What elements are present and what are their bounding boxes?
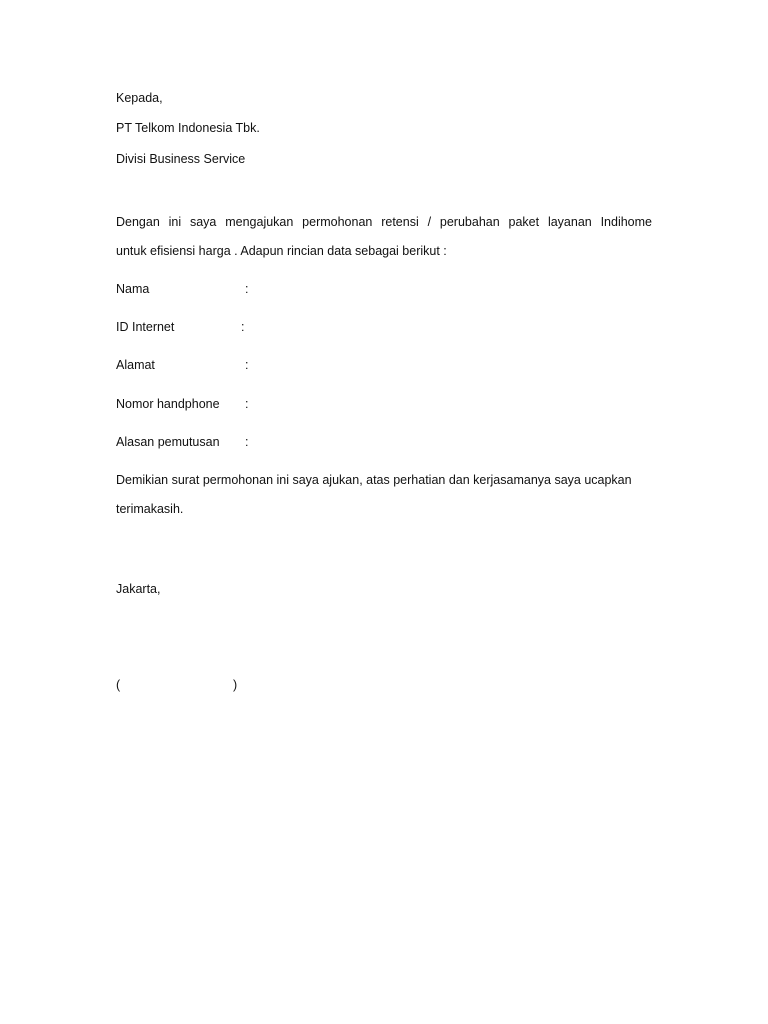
field-row-alasan-pemutusan (116, 434, 416, 450)
field-label: ID Internet (116, 320, 175, 334)
intro-paragraph-line-2: untuk efisiensi harga . Adapun rincian data sebagai berikut : (116, 244, 447, 258)
signature-open-paren: ( (116, 678, 121, 692)
salutation: Kepada, (116, 91, 163, 105)
field-label: Nomor handphone (116, 397, 220, 411)
field-colon: : (245, 435, 249, 449)
recipient-company: PT Telkom Indonesia Tbk. (116, 121, 260, 135)
closing-paragraph-line-2: terimakasih. (116, 502, 184, 516)
field-label: Alamat (116, 358, 155, 372)
field-colon: : (245, 397, 249, 411)
closing-paragraph-line-1: Demikian surat permohonan ini saya ajukan, atas perhatian dan kerjasamanya saya ucapkan (116, 473, 632, 487)
signature-close-paren: ) (233, 678, 238, 692)
recipient-division: Divisi Business Service (116, 152, 246, 166)
field-row-alamat (116, 357, 416, 373)
field-row-id-internet (116, 319, 416, 335)
field-row-nomor-handphone (116, 396, 416, 412)
place: Jakarta, (116, 582, 161, 596)
field-label: Alasan pemutusan (116, 435, 220, 449)
field-colon: : (241, 320, 245, 334)
field-colon: : (245, 358, 249, 372)
signature-line (116, 677, 246, 693)
field-row-nama (116, 281, 416, 297)
field-label: Nama (116, 282, 150, 296)
intro-paragraph-line-1: Dengan ini saya mengajukan permohonan retensi / perubahan paket layanan Indihome (116, 215, 652, 229)
field-colon: : (245, 282, 249, 296)
